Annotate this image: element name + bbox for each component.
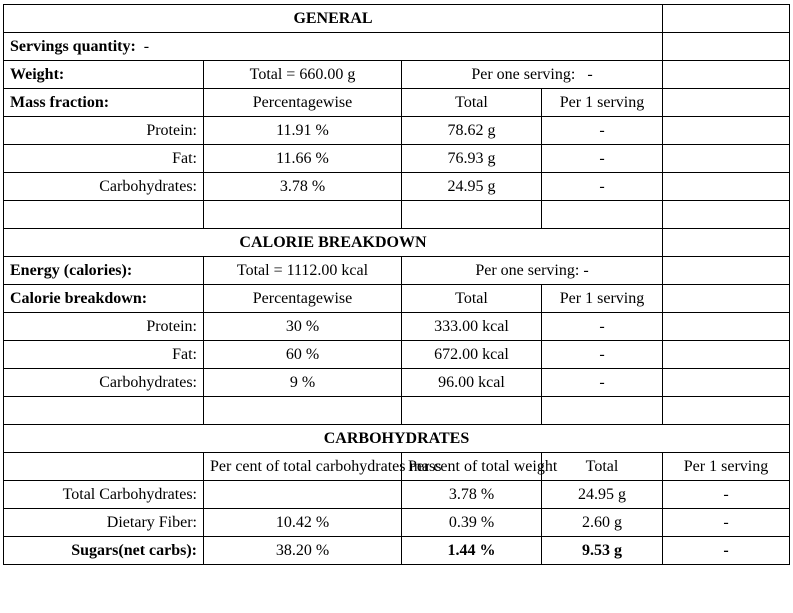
carb-total-name: Total Carbohydrates:	[4, 481, 204, 509]
calorie-col-percent: Percentagewise	[204, 285, 402, 313]
energy-per-serving: Per one serving: -	[402, 257, 663, 285]
table-row	[4, 313, 790, 341]
cal-protein-per: -	[542, 313, 663, 341]
servings-value: -	[143, 37, 150, 55]
table-row	[4, 509, 790, 537]
table-row	[4, 369, 790, 397]
table-row	[4, 145, 790, 173]
mass-fat-name: Fat:	[4, 145, 204, 173]
cal-protein-total: 333.00 kcal	[402, 313, 542, 341]
cal-protein-name: Protein:	[4, 313, 204, 341]
carb-total-per: -	[663, 481, 790, 509]
carb-sugars-total: 9.53 g	[542, 537, 663, 565]
carb-total-mass	[204, 481, 402, 509]
mass-fat-per: -	[542, 145, 663, 173]
table-row	[4, 117, 790, 145]
energy-row	[4, 257, 790, 285]
carbs-col-header-row	[4, 453, 790, 481]
carb-sugars-weight: 1.44 %	[402, 537, 542, 565]
mass-col-percent: Percentagewise	[204, 89, 402, 117]
cal-fat-per: -	[542, 341, 663, 369]
carb-sugars-name: Sugars(net carbs):	[4, 537, 204, 565]
cal-carbs-name: Carbohydrates:	[4, 369, 204, 397]
mass-carbs-per: -	[542, 173, 663, 201]
weight-label: Weight:	[4, 61, 204, 89]
mass-header-row	[4, 89, 790, 117]
carb-total-weight: 3.78 %	[402, 481, 542, 509]
table-row	[4, 481, 790, 509]
general-title: GENERAL	[4, 5, 663, 33]
servings-label: Servings quantity:	[10, 37, 136, 55]
mass-carbs-name: Carbohydrates:	[4, 173, 204, 201]
carbs-col-weight: Per cent of total weight	[402, 453, 542, 481]
mass-fat-percent: 11.66 %	[204, 145, 402, 173]
spacer-row	[4, 201, 790, 229]
servings-row	[4, 33, 790, 61]
table-row	[4, 173, 790, 201]
nutrition-table	[3, 4, 790, 565]
breakdown-label: Calorie breakdown:	[4, 285, 204, 313]
weight-total: Total = 660.00 g	[204, 61, 402, 89]
calorie-col-total: Total	[402, 285, 542, 313]
energy-label: Energy (calories):	[4, 257, 204, 285]
carb-fiber-per: -	[663, 509, 790, 537]
cal-carbs-percent: 9 %	[204, 369, 402, 397]
table-row	[4, 341, 790, 369]
weight-per-serving: Per one serving: -	[402, 61, 663, 89]
carbs-col-total: Total	[542, 453, 663, 481]
cal-carbs-per: -	[542, 369, 663, 397]
carbs-header-row	[4, 425, 790, 453]
mass-protein-percent: 11.91 %	[204, 117, 402, 145]
mass-protein-name: Protein:	[4, 117, 204, 145]
weight-row	[4, 61, 790, 89]
carb-fiber-mass: 10.42 %	[204, 509, 402, 537]
carbs-title: CARBOHYDRATES	[4, 425, 790, 453]
calorie-col-header-row	[4, 285, 790, 313]
carb-fiber-weight: 0.39 %	[402, 509, 542, 537]
servings-cell	[4, 33, 663, 61]
mass-carbs-percent: 3.78 %	[204, 173, 402, 201]
mass-carbs-total: 24.95 g	[402, 173, 542, 201]
general-header-row	[4, 5, 790, 33]
cal-protein-percent: 30 %	[204, 313, 402, 341]
mass-col-total: Total	[402, 89, 542, 117]
cal-fat-total: 672.00 kcal	[402, 341, 542, 369]
calorie-col-per-serving: Per 1 serving	[542, 285, 663, 313]
calorie-header-row	[4, 229, 790, 257]
calorie-title: CALORIE BREAKDOWN	[4, 229, 663, 257]
carb-sugars-per: -	[663, 537, 790, 565]
spacer-row	[4, 397, 790, 425]
carb-total-total: 24.95 g	[542, 481, 663, 509]
mass-protein-per: -	[542, 117, 663, 145]
cal-fat-percent: 60 %	[204, 341, 402, 369]
mass-protein-total: 78.62 g	[402, 117, 542, 145]
cal-carbs-total: 96.00 kcal	[402, 369, 542, 397]
carb-fiber-name: Dietary Fiber:	[4, 509, 204, 537]
mass-col-per-serving: Per 1 serving	[542, 89, 663, 117]
mass-fat-total: 76.93 g	[402, 145, 542, 173]
cal-fat-name: Fat:	[4, 341, 204, 369]
energy-total: Total = 1112.00 kcal	[204, 257, 402, 285]
table-row	[4, 537, 790, 565]
carbs-col-mass: Per cent of total carbohydrates mass	[204, 453, 402, 481]
carbs-col-per-serving: Per 1 serving	[663, 453, 790, 481]
carb-fiber-total: 2.60 g	[542, 509, 663, 537]
carb-sugars-mass: 38.20 %	[204, 537, 402, 565]
mass-label: Mass fraction:	[4, 89, 204, 117]
